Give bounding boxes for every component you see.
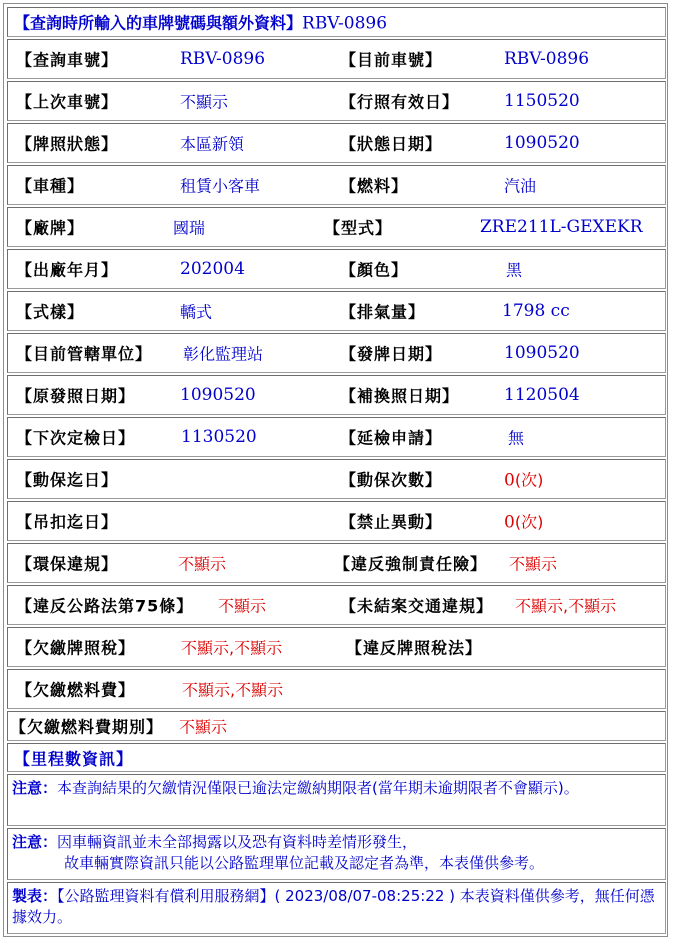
info-row-fuel-fee — [7, 669, 666, 709]
value-previous-plate: 不顯示 — [180, 92, 229, 112]
label-environmental-violation: 【環保違規】 — [16, 554, 119, 574]
chattel-count-number: 0 — [504, 470, 515, 491]
value-model: ZRE211L-GEXEKR — [480, 217, 643, 237]
value-color: 黑 — [506, 260, 523, 280]
info-row-fuel-fee-period — [7, 711, 666, 741]
label-model: 【型式】 — [324, 218, 393, 238]
note-disclaimer-text — [12, 832, 659, 874]
label-current-plate: 【目前車號】 — [340, 50, 443, 70]
value-inspection-extension: 無 — [508, 428, 525, 448]
value-brand: 國瑞 — [173, 218, 206, 238]
value-open-traffic-violation: 不顯示,不顯示 — [515, 596, 617, 616]
label-previous-plate: 【上次車號】 — [16, 92, 119, 112]
label-highway-act-violation: 【違反公路法第75條】 — [16, 596, 194, 616]
note-disclaimer-line2: 故車輛實際資訊只能以公路監理單位記載及認定者為準，本表僅供參考。 — [64, 854, 545, 872]
value-manufacture-date: 202004 — [180, 259, 245, 279]
label-query-plate: 【查詢車號】 — [16, 50, 119, 70]
value-insurance-violation: 不顯示 — [509, 554, 558, 574]
value-displacement: 1798 cc — [502, 301, 570, 321]
label-status-date: 【狀態日期】 — [340, 134, 443, 154]
label-displacement: 【排氣量】 — [340, 302, 426, 322]
label-open-traffic-violation: 【未結案交通違規】 — [340, 596, 494, 616]
value-unpaid-fuel-fee-period: 不顯示 — [179, 717, 228, 737]
value-next-inspection-date: 1130520 — [181, 427, 257, 447]
label-transfer-ban: 【禁止異動】 — [340, 512, 443, 532]
transfer-ban-number: 0 — [504, 512, 515, 533]
info-row-original-issue — [7, 375, 666, 415]
query-title-plate: RBV-0896 — [302, 13, 388, 34]
info-row-chattel-mortgage — [7, 459, 666, 499]
label-vehicle-type: 【車種】 — [16, 176, 85, 196]
label-unpaid-fuel-fee: 【欠繳燃料費】 — [16, 680, 136, 700]
label-original-issue-date: 【原發照日期】 — [16, 386, 136, 406]
value-chattel-count — [504, 468, 543, 491]
info-row-license-tax — [7, 627, 666, 667]
value-jurisdiction: 彰化監理站 — [183, 344, 264, 364]
value-environmental-violation: 不顯示 — [178, 554, 227, 574]
note-arrears-text — [12, 778, 659, 799]
note-disclaimer-prefix: 注意： — [12, 833, 58, 851]
query-title — [14, 11, 387, 34]
value-transfer-ban — [504, 510, 543, 533]
value-original-issue-date: 1090520 — [180, 385, 256, 405]
label-license-tax-violation: 【違反牌照稅法】 — [346, 638, 483, 658]
label-jurisdiction: 【目前管轄單位】 — [16, 344, 153, 364]
transfer-ban-unit: (次) — [514, 512, 544, 532]
info-row-body-style — [7, 291, 666, 331]
value-fuel: 汽油 — [504, 176, 537, 196]
value-plate-status: 本區新領 — [180, 134, 245, 154]
chattel-count-unit: (次) — [514, 470, 544, 490]
query-title-row — [7, 7, 666, 37]
report-footer-body: 【公路監理資料有償利用服務網】( 2023/08/07-08:25:22 ) 本表資料僅供參考，無任何憑據效力。 — [12, 887, 655, 926]
mileage-section — [7, 743, 666, 772]
value-plate-issue-date: 1090520 — [504, 343, 580, 363]
info-row-environmental — [7, 543, 666, 583]
query-title-label: 【查詢時所輸入的車牌號碼與額外資料】 — [14, 13, 303, 33]
info-row-plate — [7, 39, 666, 79]
label-license-valid-date: 【行照有效日】 — [340, 92, 460, 112]
label-next-inspection-date: 【下次定檢日】 — [16, 428, 136, 448]
value-license-valid-date: 1150520 — [504, 91, 580, 111]
label-chattel-end-date: 【動保迄日】 — [16, 470, 119, 490]
value-reissue-date: 1120504 — [504, 385, 580, 405]
label-plate-status: 【牌照狀態】 — [16, 134, 119, 154]
info-row-manufacture-date — [7, 249, 666, 289]
label-fuel: 【燃料】 — [340, 176, 409, 196]
label-unpaid-license-tax: 【欠繳牌照稅】 — [16, 638, 136, 658]
value-unpaid-fuel-fee: 不顯示,不顯示 — [182, 680, 284, 700]
info-row-highway-act — [7, 585, 666, 625]
label-suspension-end-date: 【吊扣迄日】 — [16, 512, 119, 532]
label-chattel-count: 【動保次數】 — [340, 470, 443, 490]
value-current-plate: RBV-0896 — [504, 49, 590, 69]
note-arrears-prefix: 注意： — [12, 779, 58, 797]
value-query-plate: RBV-0896 — [180, 49, 266, 69]
info-row-plate-status — [7, 123, 666, 163]
report-footer-prefix: 製表： — [12, 887, 58, 905]
report-footer-text — [12, 886, 659, 928]
label-inspection-extension: 【延檢申請】 — [340, 428, 443, 448]
label-plate-issue-date: 【發牌日期】 — [340, 344, 443, 364]
label-color: 【顏色】 — [340, 260, 409, 280]
info-row-jurisdiction — [7, 333, 666, 373]
info-row-brand — [7, 207, 666, 247]
value-body-style: 轎式 — [180, 302, 213, 322]
value-highway-act-violation: 不顯示 — [218, 596, 267, 616]
label-unpaid-fuel-fee-period: 【欠繳燃料費期別】 — [10, 717, 164, 737]
value-unpaid-license-tax: 不顯示,不顯示 — [181, 638, 283, 658]
info-row-inspection — [7, 417, 666, 457]
info-row-suspension — [7, 501, 666, 541]
value-status-date: 1090520 — [504, 133, 580, 153]
label-manufacture-date: 【出廠年月】 — [16, 260, 119, 280]
mileage-heading: 【里程數資訊】 — [14, 749, 134, 768]
label-brand: 【廠牌】 — [16, 218, 85, 238]
note-disclaimer-line1: 因車輛資訊並未全部揭露以及恐有資料時差情形發生， — [57, 833, 418, 851]
value-vehicle-type: 租賃小客車 — [180, 176, 261, 196]
note-arrears-body: 本查詢結果的欠繳情況僅限已逾法定繳納期限者(當年期未逾期限者不會顯示)。 — [57, 779, 579, 797]
note-disclaimer — [7, 828, 666, 880]
note-arrears — [7, 774, 666, 826]
label-insurance-violation: 【違反強制責任險】 — [334, 554, 488, 574]
label-body-style: 【式樣】 — [16, 302, 85, 322]
info-row-previous-plate — [7, 81, 666, 121]
info-row-vehicle-type — [7, 165, 666, 205]
label-reissue-date: 【補換照日期】 — [340, 386, 460, 406]
report-footer — [7, 882, 666, 934]
